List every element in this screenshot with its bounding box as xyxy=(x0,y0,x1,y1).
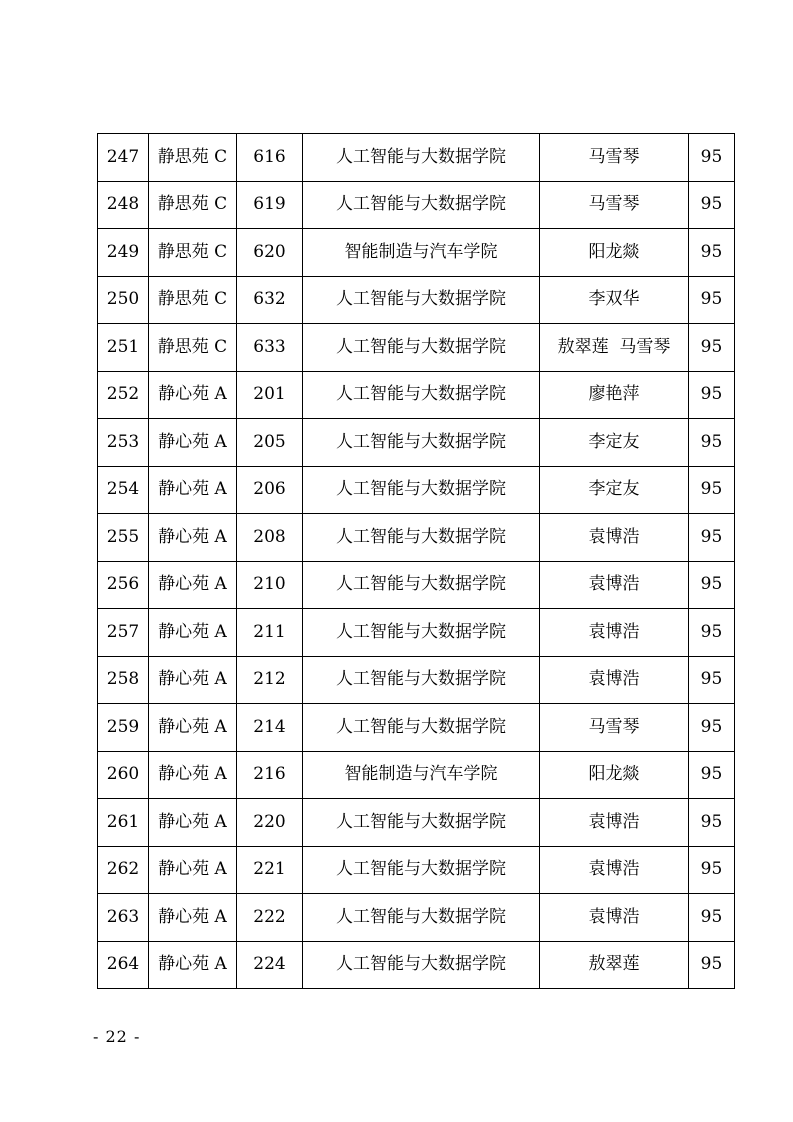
teacher-cell: 马雪琴 xyxy=(540,181,689,229)
building-cell: 静心苑 A xyxy=(149,799,237,847)
college-cell: 人工智能与大数据学院 xyxy=(303,846,540,894)
teacher-cell: 袁博浩 xyxy=(540,799,689,847)
row-number-cell: 247 xyxy=(98,134,149,182)
room-cell: 208 xyxy=(237,514,303,562)
college-cell: 人工智能与大数据学院 xyxy=(303,324,540,372)
teacher-cell: 敖翠莲 马雪琴 xyxy=(540,324,689,372)
college-cell: 人工智能与大数据学院 xyxy=(303,656,540,704)
room-cell: 214 xyxy=(237,704,303,752)
row-number-cell: 261 xyxy=(98,799,149,847)
room-cell: 212 xyxy=(237,656,303,704)
college-cell: 人工智能与大数据学院 xyxy=(303,704,540,752)
score-cell: 95 xyxy=(689,466,735,514)
college-cell: 人工智能与大数据学院 xyxy=(303,181,540,229)
row-number-cell: 260 xyxy=(98,751,149,799)
table-row xyxy=(98,181,735,229)
teacher-cell: 李定友 xyxy=(540,419,689,467)
score-cell: 95 xyxy=(689,561,735,609)
row-number-cell: 249 xyxy=(98,229,149,277)
row-number-cell: 256 xyxy=(98,561,149,609)
score-cell: 95 xyxy=(689,514,735,562)
room-cell: 633 xyxy=(237,324,303,372)
score-cell: 95 xyxy=(689,371,735,419)
page-number: - 22 - xyxy=(93,1027,141,1046)
college-cell: 人工智能与大数据学院 xyxy=(303,561,540,609)
teacher-cell: 袁博浩 xyxy=(540,514,689,562)
teacher-cell: 马雪琴 xyxy=(540,134,689,182)
building-cell: 静思苑 C xyxy=(149,134,237,182)
score-cell: 95 xyxy=(689,276,735,324)
building-cell: 静心苑 A xyxy=(149,561,237,609)
row-number-cell: 259 xyxy=(98,704,149,752)
building-cell: 静心苑 A xyxy=(149,419,237,467)
building-cell: 静心苑 A xyxy=(149,514,237,562)
table-row xyxy=(98,466,735,514)
college-cell: 人工智能与大数据学院 xyxy=(303,799,540,847)
row-number-cell: 254 xyxy=(98,466,149,514)
table-row xyxy=(98,941,735,989)
score-cell: 95 xyxy=(689,229,735,277)
row-number-cell: 251 xyxy=(98,324,149,372)
room-cell: 224 xyxy=(237,941,303,989)
room-cell: 616 xyxy=(237,134,303,182)
room-cell: 201 xyxy=(237,371,303,419)
score-cell: 95 xyxy=(689,941,735,989)
score-cell: 95 xyxy=(689,656,735,704)
room-cell: 220 xyxy=(237,799,303,847)
teacher-cell: 敖翠莲 xyxy=(540,941,689,989)
college-cell: 人工智能与大数据学院 xyxy=(303,514,540,562)
teacher-cell: 李双华 xyxy=(540,276,689,324)
teacher-cell: 袁博浩 xyxy=(540,894,689,942)
table-row xyxy=(98,704,735,752)
building-cell: 静心苑 A xyxy=(149,466,237,514)
room-cell: 216 xyxy=(237,751,303,799)
building-cell: 静心苑 A xyxy=(149,751,237,799)
table-row xyxy=(98,799,735,847)
building-cell: 静心苑 A xyxy=(149,371,237,419)
row-number-cell: 252 xyxy=(98,371,149,419)
teacher-cell: 马雪琴 xyxy=(540,704,689,752)
college-cell: 人工智能与大数据学院 xyxy=(303,609,540,657)
building-cell: 静心苑 A xyxy=(149,846,237,894)
room-cell: 221 xyxy=(237,846,303,894)
room-cell: 222 xyxy=(237,894,303,942)
table-row xyxy=(98,134,735,182)
room-cell: 619 xyxy=(237,181,303,229)
score-cell: 95 xyxy=(689,324,735,372)
score-cell: 95 xyxy=(689,846,735,894)
college-cell: 人工智能与大数据学院 xyxy=(303,894,540,942)
table-row xyxy=(98,846,735,894)
building-cell: 静心苑 A xyxy=(149,656,237,704)
table-row xyxy=(98,609,735,657)
room-cell: 620 xyxy=(237,229,303,277)
teacher-cell: 袁博浩 xyxy=(540,561,689,609)
table-row xyxy=(98,229,735,277)
table-row xyxy=(98,561,735,609)
score-cell: 95 xyxy=(689,751,735,799)
row-number-cell: 263 xyxy=(98,894,149,942)
room-cell: 210 xyxy=(237,561,303,609)
row-number-cell: 257 xyxy=(98,609,149,657)
college-cell: 人工智能与大数据学院 xyxy=(303,941,540,989)
row-number-cell: 262 xyxy=(98,846,149,894)
college-cell: 人工智能与大数据学院 xyxy=(303,134,540,182)
building-cell: 静思苑 C xyxy=(149,181,237,229)
room-cell: 632 xyxy=(237,276,303,324)
dormitory-score-table xyxy=(97,133,735,989)
row-number-cell: 258 xyxy=(98,656,149,704)
building-cell: 静思苑 C xyxy=(149,229,237,277)
room-cell: 205 xyxy=(237,419,303,467)
building-cell: 静思苑 C xyxy=(149,324,237,372)
college-cell: 人工智能与大数据学院 xyxy=(303,419,540,467)
college-cell: 人工智能与大数据学院 xyxy=(303,276,540,324)
teacher-cell: 廖艳萍 xyxy=(540,371,689,419)
score-cell: 95 xyxy=(689,704,735,752)
score-cell: 95 xyxy=(689,894,735,942)
score-cell: 95 xyxy=(689,419,735,467)
row-number-cell: 255 xyxy=(98,514,149,562)
row-number-cell: 253 xyxy=(98,419,149,467)
teacher-cell: 阳龙燚 xyxy=(540,751,689,799)
table-row xyxy=(98,514,735,562)
table-row xyxy=(98,371,735,419)
table-row xyxy=(98,894,735,942)
row-number-cell: 250 xyxy=(98,276,149,324)
college-cell: 智能制造与汽车学院 xyxy=(303,229,540,277)
room-cell: 206 xyxy=(237,466,303,514)
teacher-cell: 袁博浩 xyxy=(540,656,689,704)
teacher-cell: 袁博浩 xyxy=(540,846,689,894)
college-cell: 人工智能与大数据学院 xyxy=(303,466,540,514)
score-cell: 95 xyxy=(689,799,735,847)
teacher-cell: 阳龙燚 xyxy=(540,229,689,277)
table-row xyxy=(98,751,735,799)
table-row xyxy=(98,419,735,467)
score-cell: 95 xyxy=(689,181,735,229)
row-number-cell: 264 xyxy=(98,941,149,989)
table-row xyxy=(98,276,735,324)
teacher-cell: 袁博浩 xyxy=(540,609,689,657)
building-cell: 静心苑 A xyxy=(149,609,237,657)
building-cell: 静思苑 C xyxy=(149,276,237,324)
college-cell: 智能制造与汽车学院 xyxy=(303,751,540,799)
score-cell: 95 xyxy=(689,134,735,182)
table-row xyxy=(98,324,735,372)
table-row xyxy=(98,656,735,704)
building-cell: 静心苑 A xyxy=(149,704,237,752)
score-cell: 95 xyxy=(689,609,735,657)
row-number-cell: 248 xyxy=(98,181,149,229)
college-cell: 人工智能与大数据学院 xyxy=(303,371,540,419)
building-cell: 静心苑 A xyxy=(149,941,237,989)
building-cell: 静心苑 A xyxy=(149,894,237,942)
teacher-cell: 李定友 xyxy=(540,466,689,514)
room-cell: 211 xyxy=(237,609,303,657)
